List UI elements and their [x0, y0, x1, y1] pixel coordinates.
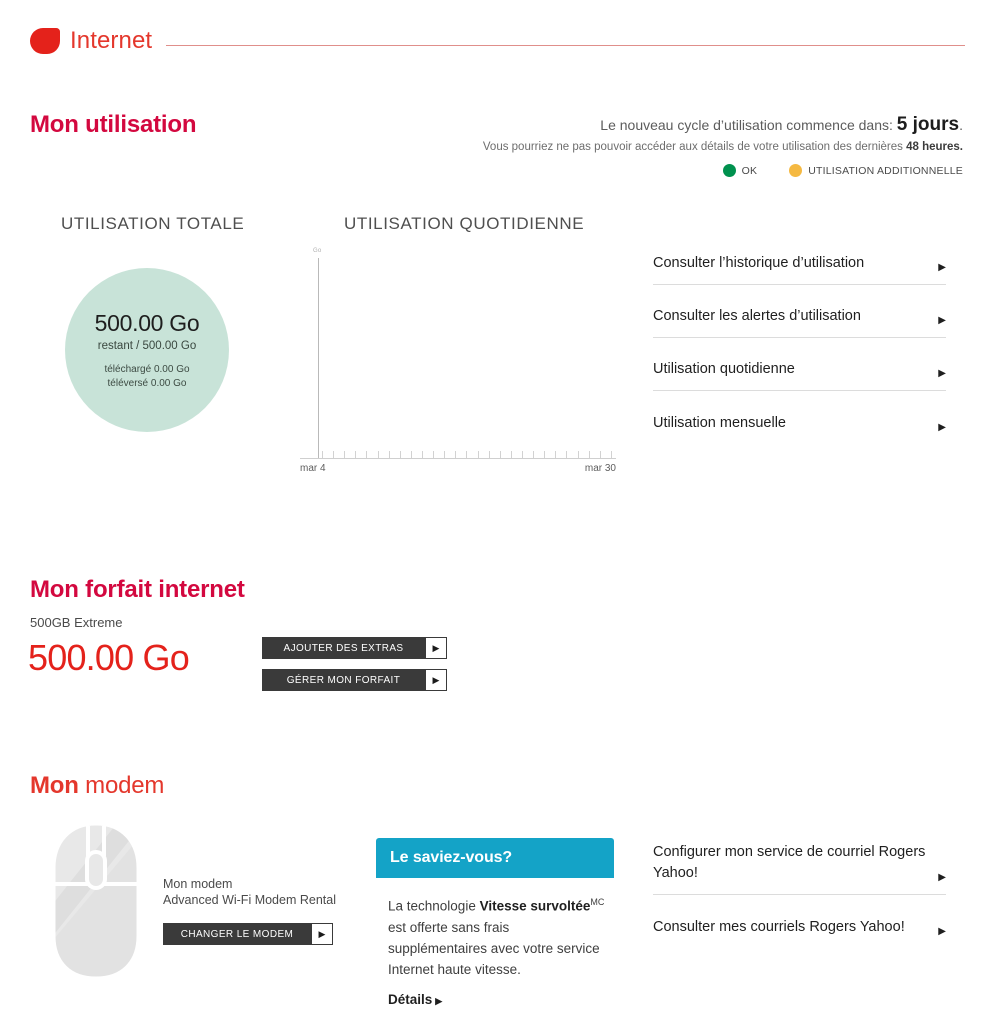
chevron-right-icon: ▶ [938, 872, 946, 883]
did-you-know-title: Le saviez-vous? [390, 849, 513, 866]
chart-tick [344, 451, 345, 458]
manage-plan-button[interactable] [262, 669, 447, 691]
chart-tick [522, 451, 523, 458]
manage-plan-button-label: GÉRER MON FORFAIT [286, 674, 401, 686]
link-usage-alerts-label: Consulter les alertes d’utilisation [653, 308, 861, 324]
chart-tick [500, 451, 501, 458]
usage-uploaded: téléversé 0.00 Go [107, 378, 187, 389]
chart-tick [333, 451, 334, 458]
plan-section-title: Mon forfait internet [30, 576, 245, 603]
chart-tick [466, 451, 467, 458]
header-divider [166, 45, 965, 46]
add-extras-button-label: AJOUTER DES EXTRAS [283, 642, 404, 654]
usage-links-list [653, 232, 946, 444]
did-you-know-card [376, 838, 614, 1007]
plan-name: 500GB Extreme [30, 615, 123, 630]
modem-title-light: modem [78, 772, 165, 799]
chart-tick [511, 451, 512, 458]
cycle-suffix-text: . [959, 117, 963, 133]
total-usage-heading: UTILISATION TOTALE [61, 214, 245, 233]
usage-remaining-label: restant / 500.00 Go [97, 340, 197, 352]
chart-tick [422, 451, 423, 458]
dyk-body-post: est offerte sans frais supplémentaires avec votre service Internet haute vitesse. [388, 919, 600, 977]
link-configure-email-label: Configurer mon service de courriel Rogers Yahoo! [653, 844, 926, 881]
chart-tick [544, 451, 545, 458]
change-modem-button[interactable] [163, 923, 333, 945]
chart-tick [589, 451, 590, 458]
total-usage-circle [65, 268, 229, 432]
link-monthly-usage-label: Utilisation mensuelle [653, 415, 786, 431]
chart-tick [411, 451, 412, 458]
daily-usage-chart [300, 248, 616, 480]
chart-tick [433, 451, 434, 458]
chart-tick [533, 451, 534, 458]
chart-x-axis-ticks [322, 451, 612, 459]
usage-downloaded: téléchargé 0.00 Go [104, 364, 190, 375]
chart-x-label-start: mar 4 [300, 463, 326, 474]
chevron-right-icon: ▶ [938, 422, 946, 433]
did-you-know-details-link[interactable] [388, 992, 614, 1007]
chart-tick [478, 451, 479, 458]
link-view-email-label: Consulter mes courriels Rogers Yahoo! [653, 919, 905, 935]
change-modem-button-label: CHANGER LE MODEM [180, 928, 294, 940]
link-configure-email[interactable] [653, 832, 946, 895]
legend-item-additional [789, 164, 963, 177]
link-usage-history-label: Consulter l’historique d’utilisation [653, 255, 865, 271]
chevron-right-icon: ▶ [311, 923, 333, 945]
chart-tick [444, 451, 445, 458]
usage-disclaimer [343, 137, 963, 157]
chart-tick [400, 451, 401, 458]
add-extras-button[interactable] [262, 637, 447, 659]
chart-tick [611, 451, 612, 458]
legend-label-ok: OK [741, 164, 758, 177]
modem-section-title [30, 772, 164, 800]
chevron-right-icon: ▶ [425, 637, 447, 659]
chart-tick [555, 451, 556, 458]
link-daily-usage-label: Utilisation quotidienne [653, 361, 795, 377]
chart-tick [355, 451, 356, 458]
link-daily-usage[interactable] [653, 338, 946, 391]
usage-breakdown [104, 363, 189, 391]
did-you-know-details-label: Détails [388, 991, 433, 1007]
chart-tick [366, 451, 367, 458]
legend-dot-additional-icon [789, 164, 802, 177]
chart-tick [378, 451, 379, 458]
page-title: Internet [70, 27, 153, 54]
chevron-right-icon: ▶ [938, 926, 946, 937]
did-you-know-body [376, 878, 614, 980]
chart-tick [566, 451, 567, 458]
dyk-body-bold: Vitesse survoltée [479, 898, 591, 914]
cycle-info-block [343, 115, 963, 177]
chart-tick [322, 451, 323, 458]
cycle-countdown-line [343, 115, 963, 135]
chart-tick [489, 451, 490, 458]
chart-tick [600, 451, 601, 458]
usage-remaining-value: 500.00 Go [94, 310, 200, 336]
cycle-days-value: 5 jours [896, 114, 960, 135]
chevron-right-icon: ▶ [425, 669, 447, 691]
chart-tick [455, 451, 456, 458]
chart-y-axis-line [318, 258, 319, 458]
chevron-right-icon: ▶ [435, 995, 443, 1006]
chart-x-label-end: mar 30 [584, 463, 616, 474]
daily-usage-heading: UTILISATION QUOTIDIENNE [344, 214, 585, 233]
modem-title-bold: Mon [30, 772, 79, 799]
chevron-right-icon: ▶ [938, 368, 946, 379]
legend-item-ok [723, 164, 758, 177]
dyk-body-trademark: MC [590, 897, 605, 907]
link-usage-history[interactable] [653, 232, 946, 285]
chevron-right-icon: ▶ [938, 315, 946, 326]
chart-tick [578, 451, 579, 458]
modem-device-label: Mon modem [163, 877, 233, 891]
usage-legend [343, 164, 963, 177]
disclaimer-text: Vous pourriez ne pas pouvoir accéder aux détails de votre utilisation des dernières [482, 141, 907, 153]
did-you-know-header [376, 838, 614, 878]
dyk-body-pre: La technologie [388, 898, 480, 914]
legend-dot-ok-icon [723, 164, 736, 177]
modem-device-model: Advanced Wi-Fi Modem Rental [163, 893, 336, 907]
chart-y-axis-label: Go [313, 248, 322, 254]
link-usage-alerts[interactable] [653, 285, 946, 338]
link-monthly-usage[interactable] [653, 391, 946, 444]
link-view-email[interactable] [653, 895, 946, 948]
cycle-prefix-text: Le nouveau cycle d’utilisation commence dans: [600, 117, 893, 133]
modem-device-image [48, 822, 144, 982]
chart-tick [389, 451, 390, 458]
plan-amount: 500.00 Go [28, 637, 189, 678]
page-header [30, 24, 965, 58]
legend-label-additional: UTILISATION ADDITIONNELLE [808, 164, 963, 177]
disclaimer-hours: 48 heures. [906, 141, 963, 153]
modem-links-list [653, 832, 946, 948]
chevron-right-icon: ▶ [938, 262, 946, 273]
rogers-logo-icon [30, 28, 60, 54]
usage-section-title: Mon utilisation [30, 111, 197, 138]
